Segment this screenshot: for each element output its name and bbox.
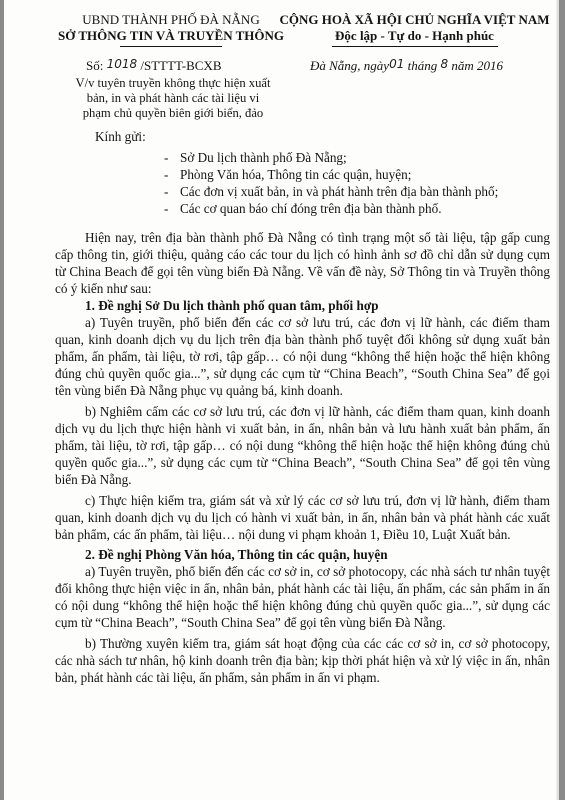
recipient-item: - Sở Du lịch thành phố Đà Nẵng; [164, 150, 544, 166]
date-day: 01 [389, 57, 405, 71]
recipient-item: - Các đơn vị xuất bản, in và phát hành trên địa bàn thành phố; [164, 184, 544, 200]
doc-no-suffix: /STTTT-BCXB [140, 58, 222, 73]
date-prefix: Đà Nẵng, ngày [310, 58, 390, 73]
subject-line: phạm chủ quyền biên giới biển, đảo [82, 106, 264, 120]
date-month: 8 [440, 57, 449, 71]
section-1-item-c: c) Thực hiện kiểm tra, giám sát và xử lý các cơ sở lưu trú, đơn vị lữ hành, điểm tham quan, kinh doanh dịch vụ du lịch có hành vi xuất bản, in ấn, nhân bản và phát hành các xuất bản phẩm, các ấn phẩm, tài liệu… nội dung vi phạm khoản 1, Điều 10, Luật Xuất bản. [55, 493, 550, 542]
document-number [86, 58, 222, 74]
document-body [55, 229, 550, 686]
agency-underline [120, 46, 222, 47]
subject-line: V/v tuyên truyền không thực hiện xuất [75, 76, 271, 90]
section-2-item-a: a) Tuyên truyền, phổ biến đến các cơ sở in, cơ sở photocopy, các nhà sách tư nhân tuyệt đối không thực hiện việc in ấn, nhân bản, phát hành các tài liệu, ấn phẩm, các sản phẩm in ấn có nội dung “không thể hiện hoặc thể hiện không đúng chủ quyền quốc gia...”, sử dụng các cụm từ “China Beach”, “South China Sea” để gọi tên vùng biển Đà Nẵng. [55, 564, 550, 630]
recipient-item: - Phòng Văn hóa, Thông tin các quận, huyện; [164, 167, 544, 183]
date-month-label: tháng [407, 58, 438, 73]
document-date [310, 58, 503, 74]
section-1-heading: 1. Đề nghị Sở Du lịch thành phố quan tâm, phối hợp [85, 298, 379, 313]
recipient-item: - Các cơ quan báo chí đóng trên địa bàn thành phố. [164, 201, 544, 217]
section-1-item-a: a) Tuyên truyền, phổ biến đến các cơ sở lưu trú, các đơn vị lữ hành, các điểm tham quan, kinh doanh dịch vụ du lịch trên địa bàn thành phố tuyệt đối không sử dụng xuất bản phẩm, ấn phẩm, tài liệu, tờ rơi, tập gấp… có nội dung “không thể hiện hoặc thể hiện không đúng chủ quyền quốc gia...”, sử dụng các cụm từ “China Beach”, “South China Sea” để gọi tên vùng biển Đà Nẵng phục vụ quảng bá, kinh doanh. [55, 315, 550, 398]
motto-underline [332, 46, 498, 47]
doc-no-prefix: Số: [86, 58, 104, 73]
national-motto: Độc lập - Tự do - Hạnh phúc [335, 28, 494, 43]
page-edge [556, 0, 559, 800]
national-title: CỘNG HOÀ XÃ HỘI CHỦ NGHĨA VIỆT NAM [279, 12, 550, 27]
greeting: Kính gửi: [95, 129, 146, 144]
agency-parent: UBND THÀNH PHỐ ĐÀ NẴNG [82, 12, 260, 27]
subject [40, 76, 306, 121]
section-2-item-b: b) Thường xuyên kiểm tra, giám sát hoạt động của các các cơ sở in, cơ sở photocopy, các nhà sách tư nhân, hộ kinh doanh trên địa bàn; kịp thời phát hiện và xử lý việc in ấn, nhân bản, phát hành các tài liệu, ấn phẩm, sản phẩm in ấn vi phạm. [55, 636, 550, 685]
intro-paragraph: Hiện nay, trên địa bàn thành phố Đà Nẵng có tình trạng một số tài liệu, tập gấp cung cấp thông tin, giới thiệu, quảng cáo các tour du lịch có hình ảnh sơ đồ chỉ dẫn sử dụng cụm từ China Beach để gọi tên vùng biển Đà Nẵng. Về vấn đề này, Sở Thông tin và Truyền thông có ý kiến như sau: [55, 230, 550, 296]
recipient-list [164, 150, 544, 217]
agency-name: SỞ THÔNG TIN VÀ TRUYỀN THÔNG [58, 28, 284, 43]
subject-line: bản, in và phát hành các tài liệu vi [86, 91, 260, 105]
document-page [4, 0, 559, 800]
section-2-heading: 2. Đề nghị Phòng Văn hóa, Thông tin các quận, huyện [85, 547, 388, 562]
section-1-item-b: b) Nghiêm cấm các cơ sở lưu trú, các đơn vị lữ hành, các điểm tham quan, kinh doanh dịch vụ du lịch thực hiện hành vi xuất bản, in ấn, nhân bản và lưu hành xuất bản phẩm, ấn phẩm, tài liệu, tờ rơi, tập gấp… có nội dung “không thể hiện hoặc thể hiện không đúng chủ quyền quốc gia...”, sử dụng các cụm từ “China Beach”, “South China Sea” để gọi tên vùng biển Đà Nẵng. [55, 404, 550, 487]
date-year: năm 2016 [451, 58, 504, 73]
doc-no-handwritten: 1018 [106, 57, 138, 71]
